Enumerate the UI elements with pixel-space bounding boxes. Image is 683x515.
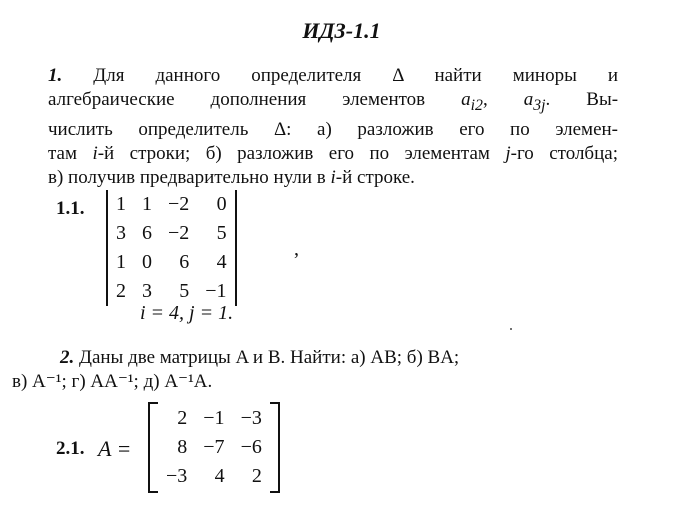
matrix-a-cell: −7 — [203, 436, 225, 458]
element-a-i2-base: a — [461, 89, 471, 110]
task-1-number: 1. — [48, 65, 63, 86]
determinant-1-1-cell: −2 — [168, 222, 190, 244]
determinant-1-1-row — [108, 248, 235, 277]
task-2-line-2: в) A⁻¹; г) AA⁻¹; д) A⁻¹A. — [12, 371, 213, 392]
element-a-i2-sub: i2 — [470, 96, 483, 114]
task-1-line-2 — [48, 88, 618, 118]
element-a-3j — [523, 89, 546, 114]
task-1-line-5-a: в) получив предварительно нули в — [48, 166, 331, 188]
problem-2-1-label: 2.1. — [56, 438, 85, 459]
matrix-a-table — [158, 404, 270, 491]
matrix-a-left-bracket — [148, 402, 158, 493]
task-1-line-5-b: -й строке. — [335, 166, 415, 188]
element-a-i2 — [461, 89, 483, 114]
determinant-1-1-cell: −1 — [205, 280, 227, 302]
determinant-1-1-cell: 6 — [179, 251, 190, 273]
task-1-line-5-i: i — [330, 166, 336, 188]
determinant-1-1-row — [108, 190, 235, 219]
matrix-a-cell: 4 — [214, 465, 225, 487]
matrix-a-cell: −3 — [240, 407, 262, 429]
element-a-3j-base: a — [523, 89, 534, 110]
matrix-a-cell: 2 — [251, 465, 262, 487]
matrix-a-lhs-text: A = — [98, 436, 132, 461]
determinant-1-1-cell: 4 — [216, 251, 227, 273]
task-1-line-5 — [48, 166, 618, 190]
problem-1-1-label: 1.1. — [56, 198, 85, 219]
determinant-1-1 — [106, 190, 237, 306]
task-1-line-4-b: -й строки; б) разложив его по элементам — [97, 142, 506, 164]
matrix-a-cell: −3 — [166, 465, 188, 487]
task-2-text — [12, 346, 618, 394]
matrix-a-cell: −6 — [240, 436, 262, 458]
task-1-line-1-text: Для данного определителя Δ найти миноры и — [93, 65, 619, 86]
determinant-trailing-comma: , — [294, 238, 299, 260]
determinant-1-1-cell: −2 — [168, 193, 190, 215]
determinant-1-1-cell: 5 — [179, 280, 190, 302]
determinant-1-1-cell: 1 — [116, 193, 126, 215]
problem-1-1-condition: i = 4, j = 1. — [140, 302, 234, 324]
element-a-3j-sub: 3j — [533, 96, 546, 114]
page-title: ИДЗ-1.1 — [302, 18, 381, 43]
determinant-1-1-cell: 1 — [142, 193, 152, 215]
determinant-1-1-cell: 1 — [116, 251, 126, 273]
determinant-1-1-table — [108, 190, 235, 306]
matrix-a-row — [158, 462, 270, 491]
task-2-number: 2. — [60, 347, 75, 368]
task-1-line-4-j: j — [505, 142, 511, 164]
task-1-line-4-c: -го столбца; — [510, 142, 618, 164]
determinant-1-1-cell: 2 — [116, 280, 126, 302]
determinant-1-1-cell: 3 — [142, 280, 152, 302]
determinant-1-1-cell: 0 — [216, 193, 227, 215]
determinant-1-1-cell: 3 — [116, 222, 126, 244]
matrix-a-cell: −1 — [203, 407, 225, 429]
task-2-line-1-text: Даны две матрицы A и B. Найти: а) AB; б) BA; — [79, 347, 460, 368]
task-1-line-1 — [48, 64, 618, 88]
speck-mark — [510, 328, 512, 330]
matrix-a-row — [158, 404, 270, 433]
task-1-text — [48, 64, 618, 190]
determinant-1-1-row — [108, 219, 235, 248]
task-1-line-4-i: i — [92, 142, 98, 164]
element-separator: , — [482, 89, 488, 110]
task-1-line-2-prefix: алгебраические дополнения элементов — [48, 89, 426, 110]
task-2-line-1 — [48, 346, 618, 370]
task-1-line-4 — [48, 142, 618, 166]
matrix-a-right-bracket — [270, 402, 280, 493]
matrix-a — [148, 402, 280, 493]
task-1-line-3: числить определитель Δ: а) разложив его по элемен- — [48, 118, 618, 140]
matrix-a-cell: 2 — [177, 407, 188, 429]
matrix-a-cell: 8 — [177, 436, 188, 458]
matrix-a-lhs — [98, 436, 131, 462]
determinant-1-1-cell: 6 — [142, 222, 152, 244]
determinant-1-1-cell: 0 — [142, 251, 152, 273]
matrix-a-row — [158, 433, 270, 462]
determinant-1-1-cell: 5 — [216, 222, 227, 244]
task-1-line-4-a: там — [48, 142, 93, 164]
task-1-line-2-suffix: . Вы- — [545, 89, 619, 110]
